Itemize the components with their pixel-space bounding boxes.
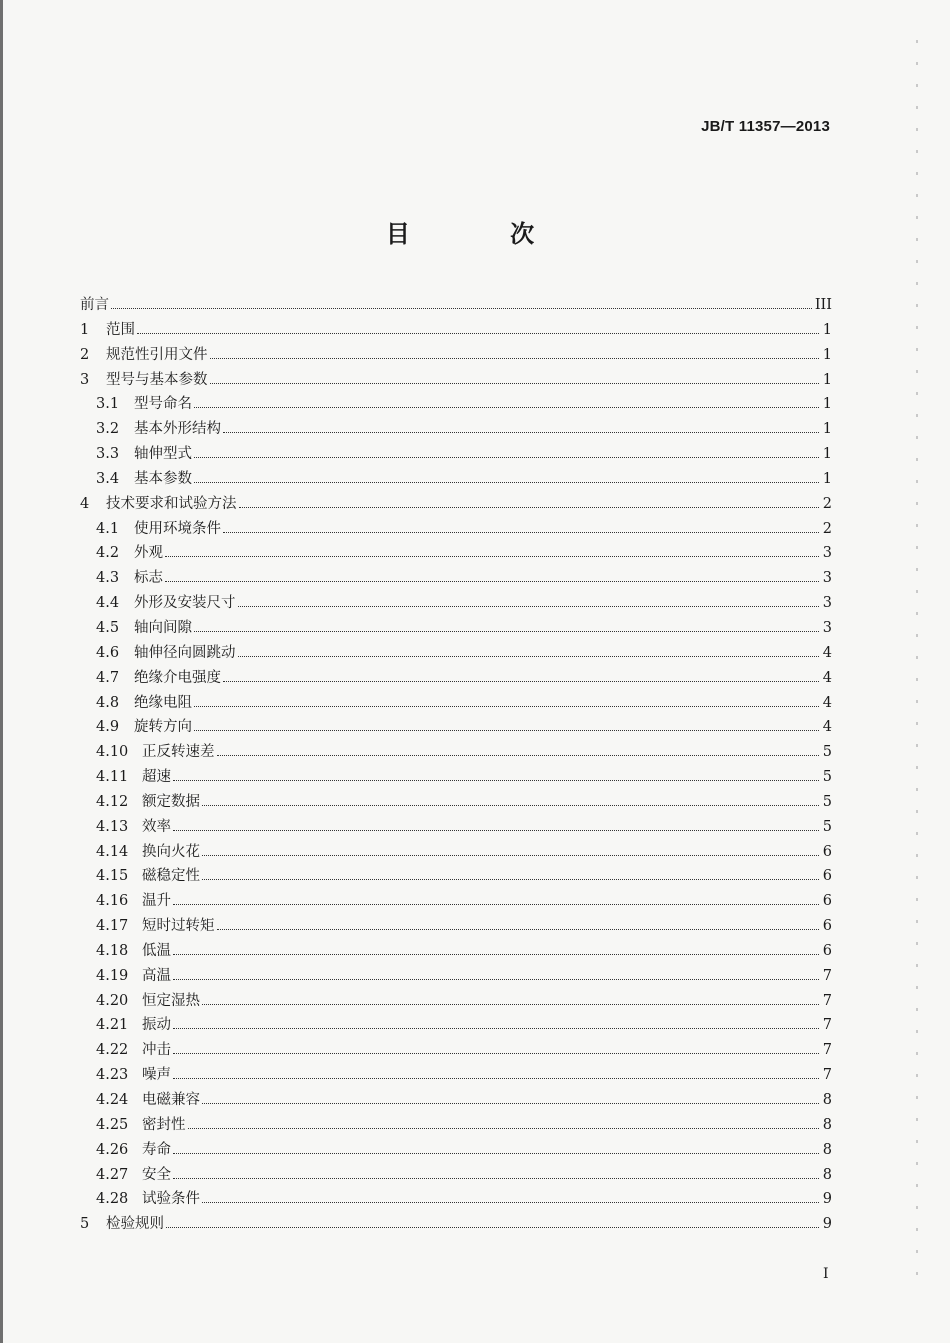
toc-entry-number: 4.4: [96, 595, 120, 612]
dot-leader: [238, 605, 820, 607]
toc-entry-page: 7: [822, 1017, 832, 1034]
toc-entry-number: 4.18: [96, 942, 129, 959]
dot-leader: [165, 555, 819, 557]
dot-leader: [238, 655, 820, 657]
toc-entry-page: 1: [822, 421, 832, 438]
toc-entry[interactable]: [80, 541, 832, 566]
dot-leader: [173, 1027, 819, 1029]
toc-entry-label: 安全: [142, 1166, 171, 1183]
toc-entry[interactable]: [80, 517, 832, 542]
toc-entry-number: 3: [80, 371, 90, 388]
toc-entry-label: 恒定湿热: [142, 992, 200, 1009]
dot-leader: [194, 729, 819, 731]
toc-entry-label: 范围: [106, 321, 135, 338]
toc-entry-label: 额定数据: [142, 793, 200, 810]
toc-entry-number: 4.5: [96, 619, 120, 636]
toc-entry[interactable]: [80, 1038, 832, 1063]
toc-entry-page: 8: [822, 1141, 832, 1158]
dot-leader: [166, 1226, 819, 1228]
dot-leader: [173, 978, 819, 980]
toc-entry-number: 4.27: [96, 1166, 129, 1183]
toc-entry-number: 4.12: [96, 793, 129, 810]
toc-entry-label: 密封性: [142, 1116, 186, 1133]
dot-leader: [202, 878, 819, 880]
toc-entry-page: 5: [822, 769, 832, 786]
toc-entry-label: 轴伸径向圆跳动: [134, 644, 236, 661]
toc-entry[interactable]: [80, 616, 832, 641]
toc-entry-page: 9: [822, 1216, 832, 1233]
dot-leader: [173, 1177, 819, 1179]
toc-entry-page: 4: [822, 669, 832, 686]
toc-entry-page: 3: [822, 570, 832, 587]
toc-entry[interactable]: [80, 666, 832, 691]
toc-entry-number: 4.24: [96, 1092, 129, 1108]
toc-entry-number: 4: [80, 495, 90, 512]
toc-entry-number: 4.25: [96, 1116, 129, 1133]
toc-entry[interactable]: [80, 1163, 832, 1188]
dot-leader: [188, 1127, 820, 1129]
toc-entry-number: 4.7: [96, 669, 120, 686]
dot-leader: [223, 531, 819, 533]
toc-entry-page: III: [814, 297, 832, 313]
dot-leader: [194, 406, 819, 408]
toc-entry-page: 1: [822, 346, 832, 363]
toc-entry-number: 3.3: [96, 446, 120, 463]
dot-leader: [173, 1152, 819, 1154]
toc-entry[interactable]: [80, 864, 832, 889]
toc-entry-page: 7: [822, 967, 832, 984]
dot-leader: [173, 829, 819, 831]
dot-leader: [210, 357, 820, 359]
footer-page-number: I: [823, 1266, 829, 1282]
dot-leader: [202, 1102, 819, 1104]
toc-entry-label: 效率: [142, 818, 171, 835]
toc-entry-page: 6: [822, 868, 832, 885]
dot-leader: [194, 705, 819, 707]
dot-leader: [111, 307, 812, 309]
toc-entry[interactable]: [80, 815, 832, 840]
toc-entry-page: 2: [822, 495, 832, 512]
toc-entry[interactable]: [80, 715, 832, 740]
toc-entry-label: 绝缘电阻: [134, 694, 192, 711]
dot-leader: [210, 382, 820, 384]
toc-entry-number: 4.20: [96, 992, 129, 1009]
toc-entry-number: 4.22: [96, 1042, 129, 1059]
toc-entry-label: 噪声: [142, 1067, 171, 1084]
toc-entry-label: 正反转速差: [142, 744, 215, 761]
toc-entry-page: 1: [822, 446, 832, 463]
dot-leader: [173, 1077, 819, 1079]
toc-entry-page: 5: [822, 818, 832, 835]
dot-leader: [173, 779, 819, 781]
toc-entry[interactable]: [80, 1088, 832, 1113]
dot-leader: [217, 754, 820, 756]
toc-entry[interactable]: [80, 293, 832, 318]
toc-entry-page: 3: [822, 595, 832, 612]
dot-leader: [137, 332, 819, 334]
toc-entry[interactable]: [80, 691, 832, 716]
standard-code: JB/T 11357—2013: [701, 118, 830, 135]
toc-entry-label: 前言: [80, 297, 109, 313]
toc-entry[interactable]: [80, 1187, 832, 1212]
dot-leader: [173, 1052, 819, 1054]
dot-leader: [194, 481, 819, 483]
toc-entry-number: 4.2: [96, 545, 120, 562]
toc-entry[interactable]: [80, 467, 832, 492]
toc-entry-label: 换向火花: [142, 843, 200, 860]
toc-entry[interactable]: [80, 1113, 832, 1138]
dot-leader: [173, 953, 819, 955]
toc-entry-label: 型号与基本参数: [106, 371, 208, 388]
toc-entry-number: 4.26: [96, 1141, 129, 1158]
toc-entry-number: 4.17: [96, 918, 129, 935]
dot-leader: [202, 1201, 819, 1203]
toc-entry[interactable]: [80, 765, 832, 790]
toc-entry-label: 冲击: [142, 1042, 171, 1059]
toc-entry-page: 1: [822, 470, 832, 487]
toc-entry-number: 1: [80, 321, 90, 338]
toc-entry[interactable]: [80, 939, 832, 964]
toc-entry[interactable]: [80, 442, 832, 467]
dot-leader: [165, 580, 819, 582]
toc-entry[interactable]: [80, 417, 832, 442]
toc-entry[interactable]: [80, 1013, 832, 1038]
scan-left-edge: [0, 0, 3, 1343]
toc-entry[interactable]: [80, 989, 832, 1014]
toc-entry-label: 使用环境条件: [134, 520, 221, 537]
toc-entry-label: 旋转方向: [134, 719, 192, 736]
toc-entry-page: 7: [822, 1067, 832, 1084]
toc-entry-page: 4: [822, 644, 832, 661]
toc-entry-number: 3.1: [96, 396, 120, 413]
page-title: 目 次: [385, 220, 581, 248]
toc-entry-page: 5: [822, 793, 832, 810]
toc-entry-page: 6: [822, 843, 832, 860]
toc-entry-page: 2: [822, 520, 832, 537]
toc-entry-page: 6: [822, 893, 832, 910]
toc-entry-label: 寿命: [142, 1141, 171, 1158]
toc-entry-label: 低温: [142, 942, 171, 959]
toc-entry-number: 4.14: [96, 843, 129, 860]
toc-entry-number: 4.1: [96, 520, 120, 537]
toc-entry[interactable]: [80, 1212, 832, 1237]
toc-entry-label: 磁稳定性: [142, 868, 200, 885]
toc-entry-label: 规范性引用文件: [106, 346, 208, 363]
dot-leader: [202, 1003, 819, 1005]
toc-entry-number: 4.8: [96, 694, 120, 711]
toc-entry-number: 4.15: [96, 868, 129, 885]
dot-leader: [202, 804, 819, 806]
toc-entry-label: 轴向间隙: [134, 619, 192, 636]
toc-entry-number: 4.21: [96, 1017, 129, 1034]
toc-entry-page: 5: [822, 744, 832, 761]
toc-entry[interactable]: [80, 1063, 832, 1088]
dot-leader: [202, 854, 819, 856]
toc-entry-page: 3: [822, 619, 832, 636]
toc-entry-label: 高温: [142, 967, 171, 984]
toc-entry-page: 1: [822, 321, 832, 338]
toc-entry-page: 4: [822, 694, 832, 711]
toc-entry-number: 4.6: [96, 644, 120, 661]
toc-entry-label: 标志: [134, 570, 163, 587]
dot-leader: [239, 506, 820, 508]
toc-entry[interactable]: [80, 318, 832, 343]
dot-leader: [223, 431, 819, 433]
toc-entry[interactable]: [80, 492, 832, 517]
toc-entry-label: 型号命名: [134, 396, 192, 413]
toc-entry[interactable]: [80, 566, 832, 591]
toc-entry-page: 3: [822, 545, 832, 562]
toc-entry[interactable]: [80, 1138, 832, 1163]
toc-entry-page: 1: [822, 396, 832, 413]
toc-entry-number: 3.4: [96, 470, 120, 487]
toc-entry-label: 检验规则: [106, 1216, 164, 1233]
toc-entry-label: 轴伸型式: [134, 446, 192, 463]
toc-entry[interactable]: [80, 964, 832, 989]
dot-leader: [173, 903, 819, 905]
toc-entry-page: 1: [822, 371, 832, 388]
dot-leader: [223, 680, 819, 682]
toc-entry-label: 外形及安装尺寸: [134, 595, 236, 612]
toc-entry-label: 振动: [142, 1017, 171, 1034]
toc-entry-label: 绝缘介电强度: [134, 669, 221, 686]
toc-entry[interactable]: [80, 840, 832, 865]
toc-entry-number: 4.10: [96, 744, 129, 761]
toc-entry-label: 基本参数: [134, 470, 192, 487]
toc-entry[interactable]: [80, 889, 832, 914]
toc-entry[interactable]: [80, 914, 832, 939]
toc-entry-label: 超速: [142, 769, 171, 786]
toc-entry-page: 4: [822, 719, 832, 736]
toc-entry-number: 4.19: [96, 967, 129, 984]
toc-entry-number: 4.16: [96, 893, 129, 910]
toc-entry-page: 9: [822, 1191, 832, 1208]
toc-entry-label: 外观: [134, 545, 163, 562]
dot-leader: [194, 630, 819, 632]
toc-entry-number: 4.28: [96, 1191, 129, 1208]
toc-entry-number: 4.11: [96, 769, 129, 786]
toc-entry[interactable]: [80, 790, 832, 815]
toc-entry-page: 6: [822, 918, 832, 935]
toc-entry[interactable]: [80, 368, 832, 393]
toc-entry[interactable]: [80, 641, 832, 666]
toc-entry-number: 4.9: [96, 719, 120, 736]
toc-entry-page: 8: [822, 1116, 832, 1133]
toc-entry-number: 4.23: [96, 1067, 129, 1084]
toc-entry-number: 3.2: [96, 421, 120, 438]
table-of-contents: [80, 293, 832, 1237]
toc-entry-label: 技术要求和试验方法: [106, 495, 237, 512]
toc-entry-page: 8: [822, 1166, 832, 1183]
toc-entry-label: 短时过转矩: [142, 918, 215, 935]
dot-leader: [217, 928, 820, 930]
toc-entry-label: 试验条件: [142, 1191, 200, 1208]
toc-entry-page: 6: [822, 942, 832, 959]
toc-entry[interactable]: [80, 740, 832, 765]
toc-entry-label: 温升: [142, 893, 171, 910]
toc-entry-page: 7: [822, 992, 832, 1009]
toc-entry-number: 4.3: [96, 570, 120, 587]
toc-entry-number: 2: [80, 346, 90, 363]
toc-entry-page: 7: [822, 1042, 832, 1059]
toc-entry[interactable]: [80, 591, 832, 616]
toc-entry[interactable]: [80, 343, 832, 368]
toc-entry-label: 基本外形结构: [134, 421, 221, 438]
toc-entry-label: 电磁兼容: [142, 1092, 200, 1108]
toc-entry-number: 5: [80, 1216, 90, 1233]
toc-entry-number: 4.13: [96, 818, 129, 835]
toc-entry[interactable]: [80, 392, 832, 417]
toc-entry-page: 8: [822, 1092, 832, 1108]
dot-leader: [194, 456, 819, 458]
